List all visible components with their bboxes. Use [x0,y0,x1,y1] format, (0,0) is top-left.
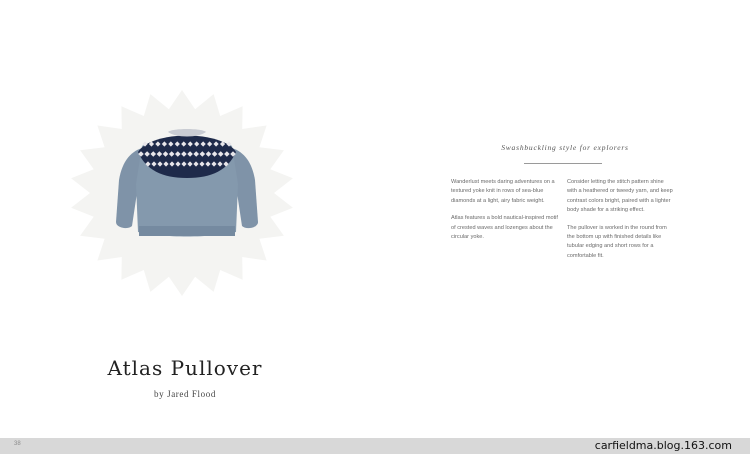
sweater-illustration [112,122,262,240]
pattern-title: Atlas Pullover [107,356,263,380]
footer-bar [0,438,750,454]
hem-ribbing [139,226,235,236]
designer-byline: by Jared Flood [154,389,216,399]
paragraph: Atlas features a bold nautical-inspired motif of crested waves and lozenges about the circular yoke. [451,215,558,241]
text-column-left [451,178,558,250]
tagline: Swashbuckling style for explorers [501,143,629,152]
watermark: carfieldma.blog.163.com [594,439,732,452]
sweater-photo [112,122,262,240]
divider-rule [524,163,602,164]
paragraph: The pullover is worked in the round from the bottom up with finished details like tubular edging and short rows for a comfortable fit. [567,224,667,259]
paragraph: Wanderlust meets daring adventures on a textured yoke knit in rows of sea-blue diamonds at a light, airy fabric weight. [451,179,555,204]
neckline [168,129,206,137]
page-number: 38 [14,441,21,447]
paragraph: Consider letting the stitch pattern shine with a heathered or tweedy yarn, and keep contrast colors bright, paired with a lighter body shade for a striking effect. [567,179,673,214]
text-column-right [567,178,674,269]
